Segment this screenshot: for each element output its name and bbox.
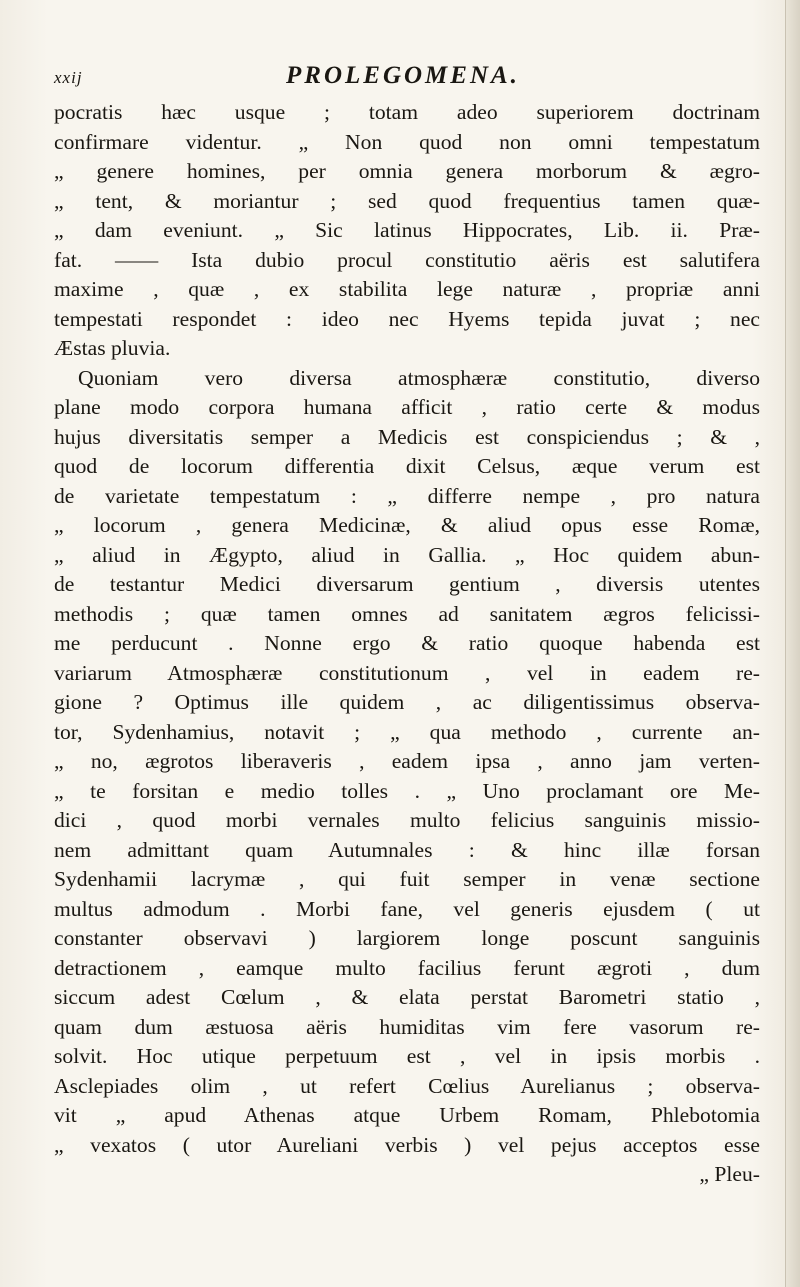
text-line: constanter observavi ) largiorem longe poscunt sanguinis bbox=[54, 926, 760, 950]
text-line: maxime , quæ , ex stabilita lege naturæ , propriæ anni bbox=[54, 277, 760, 301]
body-text bbox=[54, 98, 760, 1190]
page-header bbox=[54, 62, 754, 94]
folio-number: xxij bbox=[54, 68, 83, 87]
catchword: „ Pleu- bbox=[699, 1162, 760, 1186]
text-line: „ te forsitan e medio tolles . „ Uno proclamant ore Me- bbox=[54, 778, 760, 803]
text-line: „ locorum , genera Medicinæ, & aliud opus esse Romæ, bbox=[54, 513, 760, 537]
text-line: „ dam eveniunt. „ Sic latinus Hippocrates, Lib. ii. Præ- bbox=[54, 218, 760, 242]
text-line: siccum adest Cœlum , & elata perstat Barometri statio , bbox=[54, 985, 760, 1009]
text-line: Asclepiades olim , ut refert Cœlius Aurelianus ; observa- bbox=[54, 1073, 760, 1098]
text-line: confirmare videntur. „ Non quod non omni tempestatum bbox=[54, 129, 760, 154]
text-line: me perducunt . Nonne ergo & ratio quoque habenda est bbox=[54, 631, 760, 655]
text-line: tor, Sydenhamius, notavit ; „ qua methodo , currente an- bbox=[54, 719, 760, 744]
text-line: methodis ; quæ tamen omnes ad sanitatem ægros felicissi- bbox=[54, 601, 760, 626]
text-line: Sydenhamii lacrymæ , qui fuit semper in venæ sectione bbox=[54, 867, 760, 891]
text-line: „ genere homines, per omnia genera morborum & ægro- bbox=[54, 159, 760, 183]
text-line: tempestati respondet : ideo nec Hyems tepida juvat ; nec bbox=[54, 306, 760, 331]
running-title: PROLEGOMENA. bbox=[286, 62, 520, 89]
text-line: detractionem , eamque multo facilius ferunt ægroti , dum bbox=[54, 955, 760, 980]
text-line: fat. —— Ista dubio procul constitutio aëris est salutifera bbox=[54, 247, 760, 272]
text-line: pocratis hæc usque ; totam adeo superiorem doctrinam bbox=[54, 100, 760, 124]
text-line: Quoniam vero diversa atmosphæræ constitutio, diverso bbox=[78, 365, 760, 390]
text-line: „ no, ægrotos liberaveris , eadem ipsa , anno jam verten- bbox=[54, 749, 760, 773]
text-line: „ vexatos ( utor Aureliani verbis ) vel pejus acceptos esse bbox=[54, 1132, 760, 1157]
text-line: quod de locorum differentia dixit Celsus, æque verum est bbox=[54, 454, 760, 478]
text-line: dici , quod morbi vernales multo felicius sanguinis missio- bbox=[54, 808, 760, 832]
text-line: gione ? Optimus ille quidem , ac diligentissimus observa- bbox=[54, 690, 760, 714]
text-line: de testantur Medici diversarum gentium , diversis utentes bbox=[54, 572, 760, 596]
text-line: multus admodum . Morbi fane, vel generis ejusdem ( ut bbox=[54, 896, 760, 921]
text-line: hujus diversitatis semper a Medicis est conspiciendus ; & , bbox=[54, 424, 760, 449]
text-line: de varietate tempestatum : „ differre nempe , pro natura bbox=[54, 483, 760, 508]
text-line: vit „ apud Athenas atque Urbem Romam, Phlebotomia bbox=[54, 1103, 760, 1127]
text-line: Æstas pluvia. bbox=[54, 336, 171, 360]
text-line: plane modo corpora humana afficit , ratio certe & modus bbox=[54, 395, 760, 419]
text-line: quam dum æstuosa aëris humiditas vim fere vasorum re- bbox=[54, 1014, 760, 1039]
text-line: nem admittant quam Autumnales : & hinc illæ forsan bbox=[54, 837, 760, 862]
text-line: solvit. Hoc utique perpetuum est , vel in ipsis morbis . bbox=[54, 1044, 760, 1068]
text-line: „ tent, & moriantur ; sed quod frequentius tamen quæ- bbox=[54, 188, 760, 213]
text-line: variarum Atmosphæræ constitutionum , vel in eadem re- bbox=[54, 660, 760, 685]
page-edge bbox=[785, 0, 800, 1287]
text-line: „ aliud in Ægypto, aliud in Gallia. „ Hoc quidem abun- bbox=[54, 542, 760, 567]
